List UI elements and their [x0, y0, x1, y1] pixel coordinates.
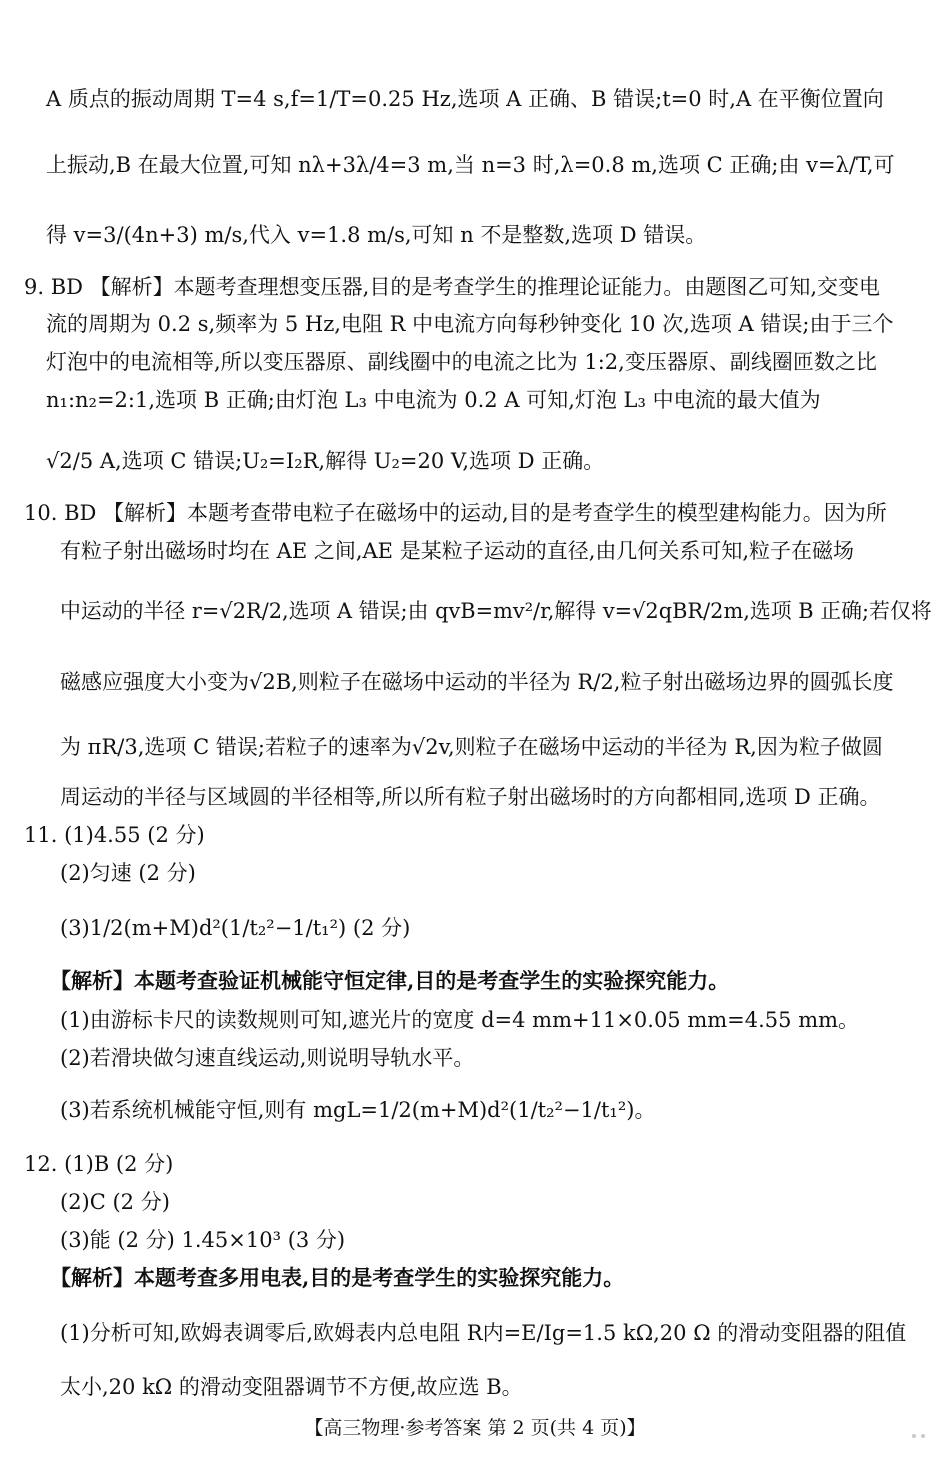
- text-line: (2)C (2 分): [60, 1190, 170, 1214]
- text-line: (3)若系统机械能守恒,则有 mgL=1/2(m+M)d²(1/t₂²−1/t₁²)。: [60, 1098, 656, 1122]
- text-line: A 质点的振动周期 T=4 s,f=1/T=0.25 Hz,选项 A 正确、B 错误;t=0 时,A 在平衡位置向: [46, 87, 884, 111]
- text-line: (3)1/2(m+M)d²(1/t₂²−1/t₁²) (2 分): [60, 916, 411, 940]
- scan-mark: [921, 1434, 925, 1438]
- text-line: 为 πR/3,选项 C 错误;若粒子的速率为√2v,则粒子在磁场中运动的半径为 R,因为粒子做圆: [60, 735, 883, 759]
- text-line: 太小,20 kΩ 的滑动变阻器调节不方便,故应选 B。: [60, 1375, 523, 1399]
- text-line: (3)能 (2 分) 1.45×10³ (3 分): [60, 1228, 346, 1252]
- text-line: 9. BD 【解析】本题考查理想变压器,目的是考查学生的推理论证能力。由题图乙可知,交变电: [24, 275, 881, 299]
- text-line: √2/5 A,选项 C 错误;U₂=I₂R,解得 U₂=20 V,选项 D 正确。: [46, 449, 605, 473]
- text-line: 得 v=3/(4n+3) m/s,代入 v=1.8 m/s,可知 n 不是整数,选项 D 错误。: [46, 223, 707, 247]
- text-line: 周运动的半径与区域圆的半径相等,所以所有粒子射出磁场时的方向都相同,选项 D 正确。: [60, 785, 881, 809]
- text-line: 【解析】本题考查多用电表,目的是考查学生的实验探究能力。: [50, 1265, 625, 1290]
- scan-mark: [912, 1434, 916, 1438]
- text-line: (1)由游标卡尺的读数规则可知,遮光片的宽度 d=4 mm+11×0.05 mm=4.55 mm。: [60, 1008, 860, 1032]
- text-line: 灯泡中的电流相等,所以变压器原、副线圈中的电流之比为 1:2,变压器原、副线圈匝数之比: [46, 350, 877, 374]
- text-line: 【解析】本题考查验证机械能守恒定律,目的是考查学生的实验探究能力。: [50, 968, 730, 993]
- text-line: 上振动,B 在最大位置,可知 nλ+3λ/4=3 m,当 n=3 时,λ=0.8 m,选项 C 正确;由 v=λ/T,可: [46, 153, 895, 177]
- text-line: (2)若滑块做匀速直线运动,则说明导轨水平。: [60, 1046, 475, 1070]
- text-line: 11. (1)4.55 (2 分): [24, 823, 205, 847]
- text-line: (1)分析可知,欧姆表调零后,欧姆表内总电阻 R内=E/Ig=1.5 kΩ,20 Ω 的滑动变阻器的阻值: [60, 1321, 907, 1345]
- text-line: 流的周期为 0.2 s,频率为 5 Hz,电阻 R 中电流方向每秒钟变化 10 次,选项 A 错误;由于三个: [46, 312, 894, 336]
- text-line: n₁:n₂=2:1,选项 B 正确;由灯泡 L₃ 中电流为 0.2 A 可知,灯泡 L₃ 中电流的最大值为: [46, 388, 821, 412]
- text-line: 10. BD 【解析】本题考查带电粒子在磁场中的运动,目的是考查学生的模型建构能力。因为所: [24, 501, 887, 525]
- text-line: 12. (1)B (2 分): [24, 1152, 174, 1176]
- page-footer: 【高三物理·参考答案 第 2 页(共 4 页)】: [304, 1417, 646, 1439]
- text-line: 有粒子射出磁场时均在 AE 之间,AE 是某粒子运动的直径,由几何关系可知,粒子在磁场: [60, 539, 855, 563]
- text-line: (2)匀速 (2 分): [60, 861, 196, 885]
- text-line: 磁感应强度大小变为√2B,则粒子在磁场中运动的半径为 R/2,粒子射出磁场边界的圆弧长度: [60, 670, 894, 694]
- text-line: 中运动的半径 r=√2R/2,选项 A 错误;由 qvB=mv²/r,解得 v=√2qBR/2m,选项 B 正确;若仅将: [60, 599, 932, 623]
